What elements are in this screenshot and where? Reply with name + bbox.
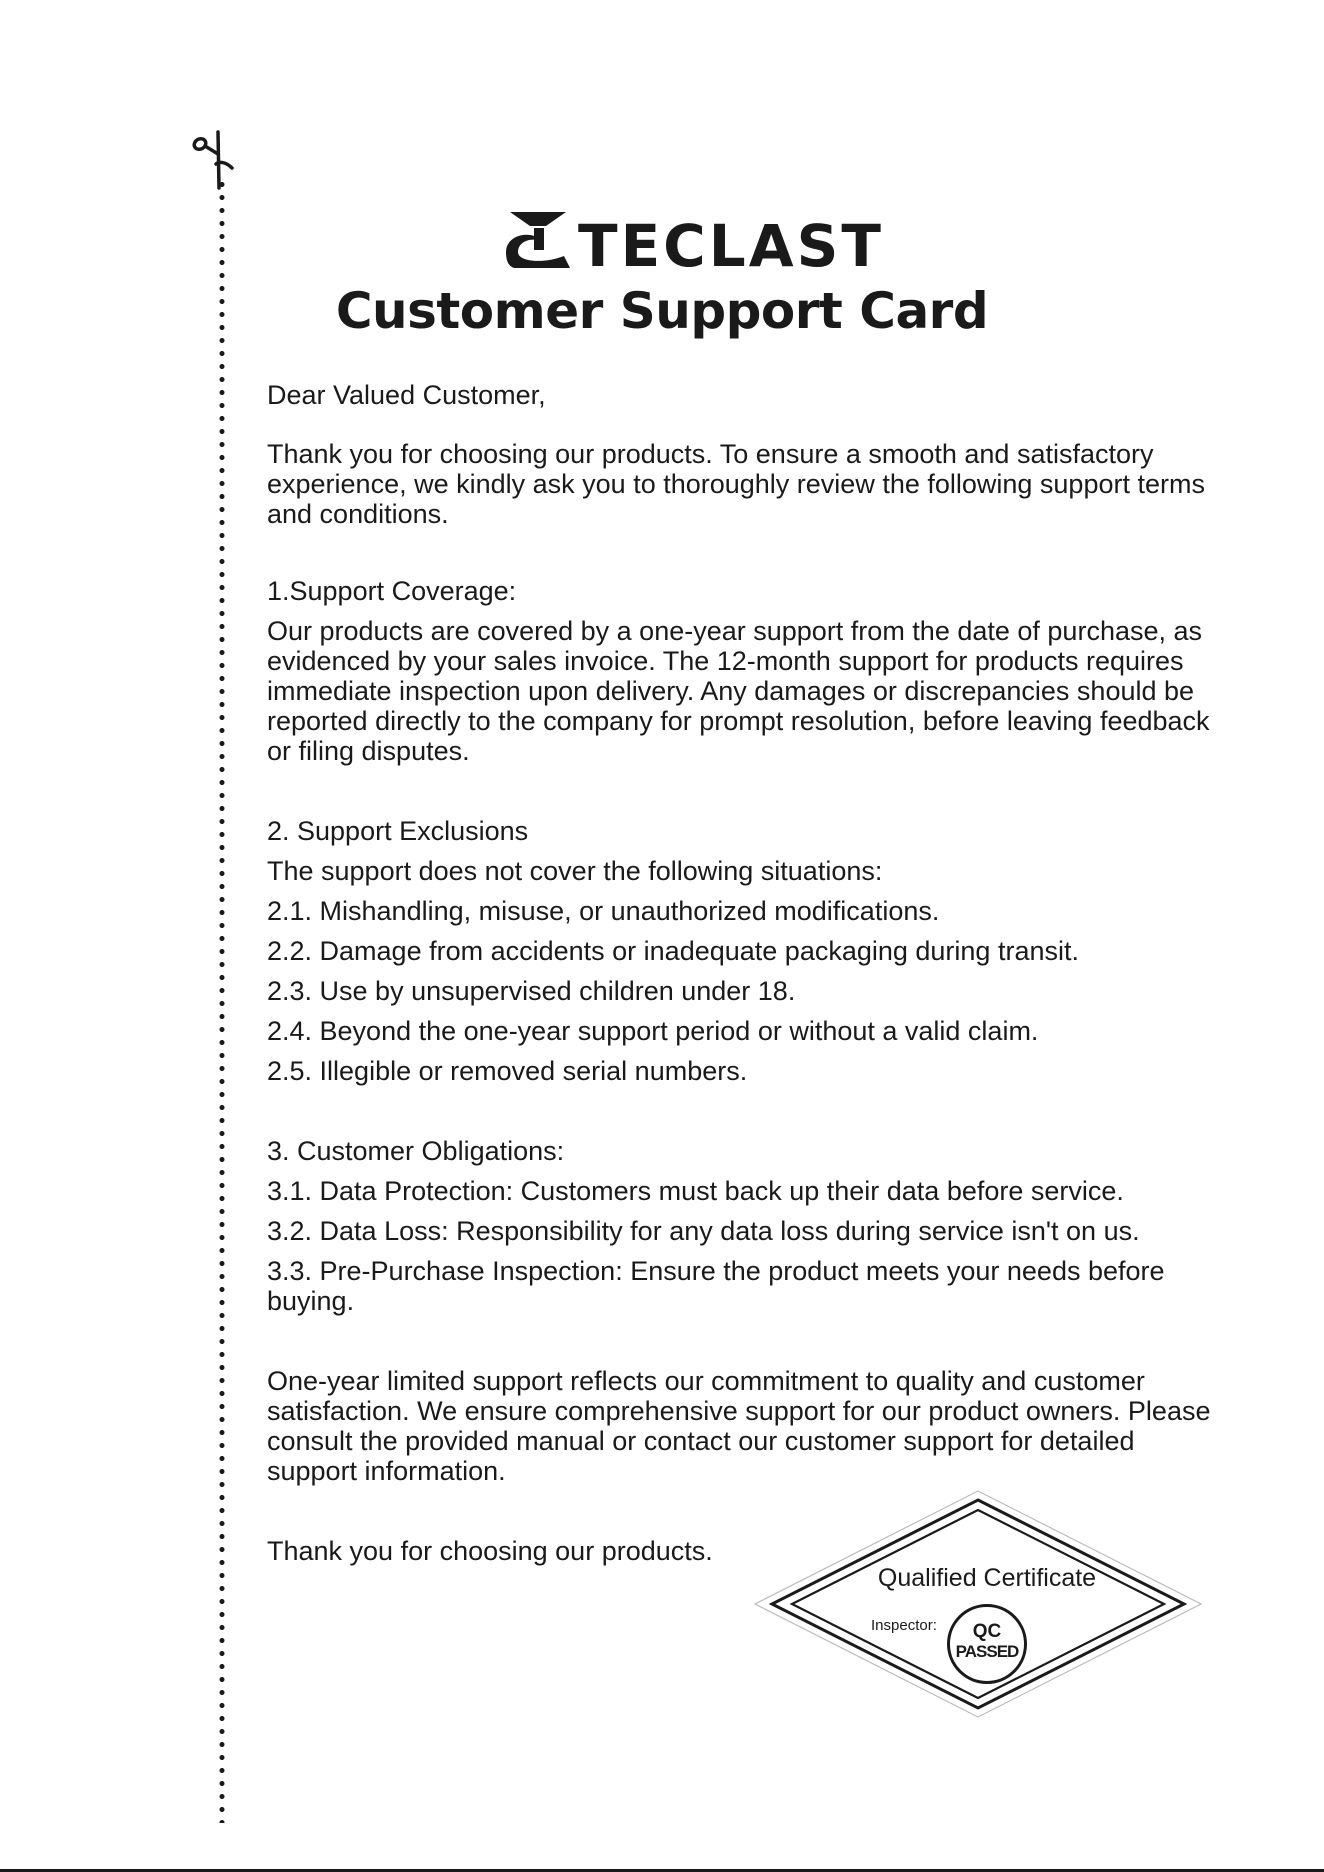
page-title: Customer Support Card [335,282,989,340]
list-item: 2.5. Illegible or removed serial numbers. [267,1056,748,1086]
section-heading-obligations: 3. Customer Obligations: [267,1136,565,1166]
thank-you-line: Thank you for choosing our products. [267,1536,713,1566]
list-item: 3.1. Data Protection: Customers must back up their data before service. [267,1176,1124,1206]
support-terms-body [267,380,1212,1566]
logo-wordmark: TECLAST [578,212,884,272]
inspector-label: Inspector: [871,1617,937,1634]
list-item: 2.3. Use by unsupervised children under 18. [267,976,796,1006]
list-item: 2.4. Beyond the one-year support period or without a valid claim. [267,1016,1039,1046]
list-item: 3.3. Pre-Purchase Inspection: Ensure the product meets your needs before buying. [267,1256,1165,1316]
brand-logo [504,210,940,272]
teclast-logo-mark [506,212,570,268]
section-heading-exclusions: 2. Support Exclusions [267,816,529,846]
intro-paragraph: Thank you for choosing our products. To ensure a smooth and satisfactory experience, we kindly ask you to thoroughly review the following support terms and conditions. [267,439,1205,529]
qc-badge-line1: QC [972,1621,1002,1642]
qc-badge-line2: PASSED [955,1642,1019,1661]
cut-line [219,178,225,1823]
section-body-coverage: Our products are covered by a one-year support from the date of purchase, as evidenced by your sales invoice. The 12-month support for products requires immediate inspection upon delivery. Any damages or discrepancies should be reported directly to the company for prompt resolution, before leaving feedback or filing disputes. [267,616,1210,766]
salutation: Dear Valued Customer, [267,380,546,410]
certificate-title: Qualified Certificate [877,1564,1097,1592]
list-item: 2.1. Mishandling, misuse, or unauthorized modifications. [267,896,940,926]
list-item: 2.2. Damage from accidents or inadequate packaging during transit. [267,936,1079,966]
closing-paragraph: One-year limited support reflects our commitment to quality and customer satisfaction. We ensure comprehensive support for our product owners. Please consult the provided manual or contact our customer support for detailed support information. [267,1366,1211,1486]
scissors-icon [188,128,240,194]
list-item: 3.2. Data Loss: Responsibility for any data loss during service isn't on us. [267,1216,1140,1246]
exclusions-lead: The support does not cover the following situations: [267,856,883,886]
section-heading-coverage: 1.Support Coverage: [267,576,517,606]
qc-passed-badge [947,1604,1027,1684]
